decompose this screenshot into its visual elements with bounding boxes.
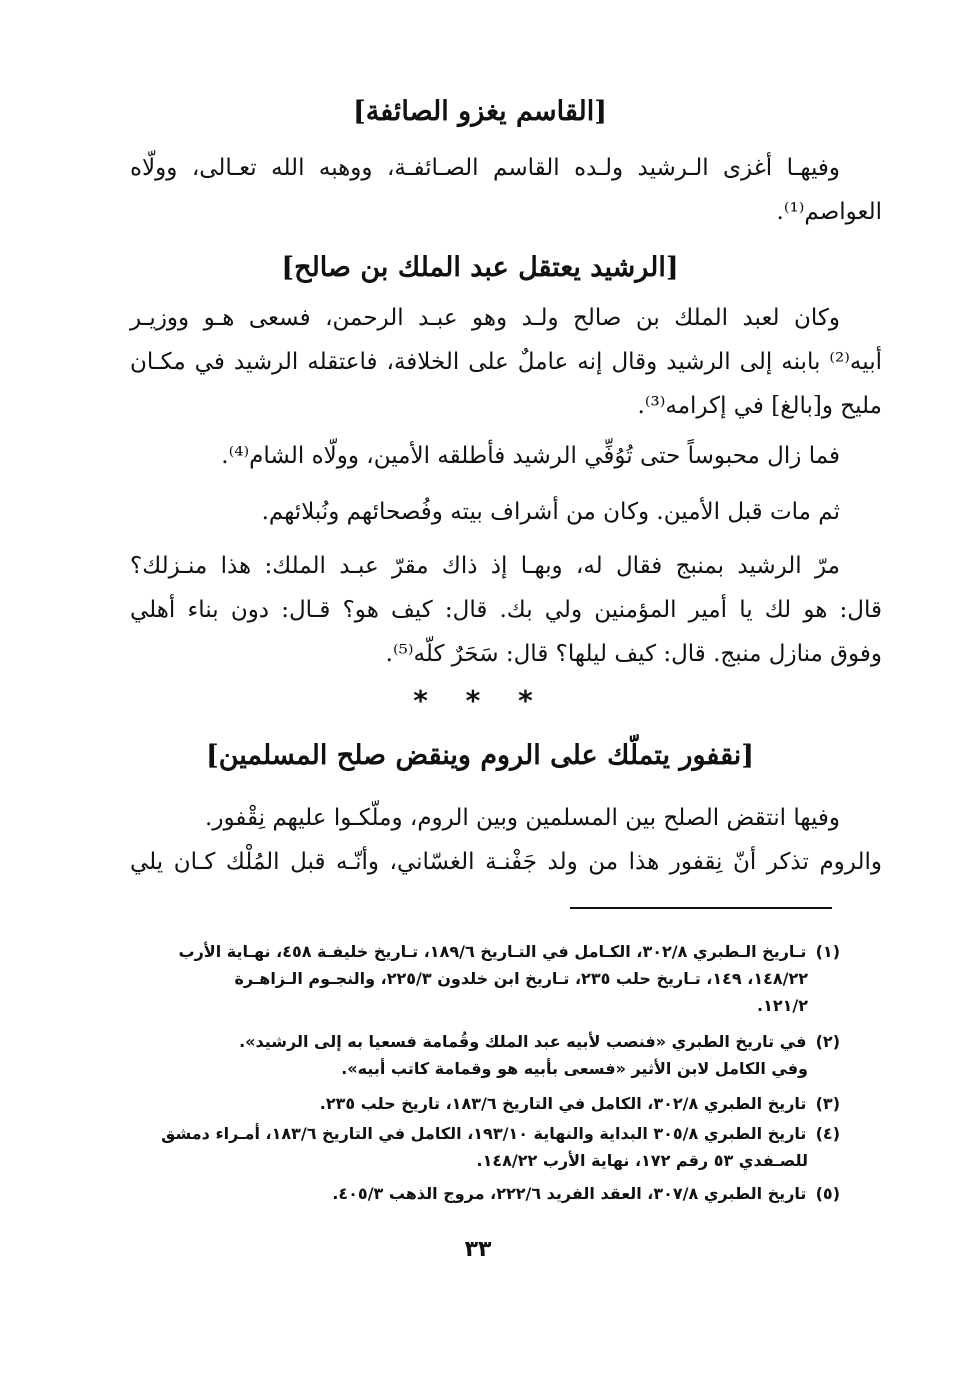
footnote-number: (٤)	[815, 1124, 840, 1143]
text-line: العواصم⁽¹⁾.	[776, 199, 882, 225]
footnote-text: تاريخ الطبري ٣٠٥/٨ البداية والنهاية ١٩٣/١٠، الكامل في التاريخ ١٨٣/٦، أمـراء دمشق	[161, 1124, 807, 1143]
footnote-5	[135, 1180, 840, 1207]
footnote-text: ١٤٨/٢٢، ١٤٩، تـاريخ حلب ٢٣٥، تـاريخ ابن خلدون ٢٢٥/٣، والنجـوم الـزاهـرة	[234, 969, 808, 988]
text-line: وفوق منازل منبج. قال: كيف ليلها؟ قال: سَحَرٌ كلّه⁽⁵⁾.	[385, 641, 882, 667]
footnote-text: ١٢١/٢.	[757, 996, 808, 1015]
text-line: وفيهـا أغزى الـرشيد ولـده القاسم الصـائفـة، ووهبه الله تعـالى، وولّاه	[130, 155, 840, 181]
paragraph-qasim	[130, 146, 882, 234]
text-line: قال: هو لك يا أمير المؤمنين ولي بك. قال: كيف هو؟ قـال: دون بناء أهلي	[130, 597, 882, 623]
footnote-number: (١)	[815, 942, 840, 961]
text-line: مرّ الرشيد بمنبج فقال له، وبهـا إذ ذاك مقرّ عبـد الملك: هذا منـزلك؟	[130, 553, 840, 579]
footnote-number: (٥)	[815, 1184, 840, 1203]
text-line: وكان لعبد الملك بن صالح ولـد وهو عبـد الرحمن، فسعى هـو ووزيـر	[130, 305, 840, 331]
footnote-divider	[570, 907, 832, 909]
page-number: ٣٣	[464, 1237, 492, 1262]
text-line: مليح و[بالغ] في إكرامه⁽³⁾.	[637, 393, 882, 419]
paragraph-manbij-dialogue	[130, 544, 882, 676]
footnote-text: في تاريخ الطبري «فنصب لأبيه عبد الملك وقُمامة فسعيا به إلى الرشيد».	[239, 1032, 807, 1051]
footnote-text: للصـفدي ٥٣ رقم ١٧٢، نهاية الأرب ١٤٨/٢٢.	[476, 1151, 808, 1170]
footnote-text: تاريخ الطبري ٣٠٧/٨، العقد الفريد ٢٢٢/٦، مروج الذهب ٤٠٥/٣.	[332, 1184, 807, 1203]
footnote-text: تاريخ الطبري ٣٠٢/٨، الكامل في التاريخ ١٨٣/٦، تاريخ حلب ٢٣٥.	[319, 1094, 807, 1113]
text-line: والروم تذكر أنّ نِقفور هذا من ولد جَفْنـة الغسّاني، وأنّـه قبل المُلْك كـان يلي	[130, 849, 882, 875]
footnote-text: وفي الكامل لابن الأثير «فسعى بأبيه هو وقمامة كاتب أبيه».	[341, 1059, 808, 1078]
heading-qasim-summer-raid: [القاسم يغزو الصائفة]	[352, 96, 608, 127]
footnote-1	[135, 938, 840, 1019]
footnote-2	[135, 1028, 840, 1082]
footnote-number: (٢)	[815, 1032, 840, 1051]
text-line: أبيه⁽²⁾ بابنه إلى الرشيد وقال إنه عاملٌ على الخلافة، فاعتقله الرشيد في مكـان	[130, 349, 882, 375]
text-line: فما زال محبوساً حتى تُوُفِّي الرشيد فأطلقه الأمين، وولّاه الشام⁽⁴⁾.	[221, 443, 840, 469]
paragraph-imprisonment	[130, 434, 882, 478]
heading-nicephorus: [نقفور يتملّك على الروم وينقض صلح المسلمين]	[205, 740, 755, 771]
footnote-3	[135, 1090, 840, 1117]
heading-rashid-arrests-abd-al-malik: [الرشيد يعتقل عبد الملك بن صالح]	[281, 252, 679, 283]
footnote-text: تـاريخ الـطبري ٣٠٢/٨، الكـامل في التـاريخ ١٨٩/٦، تـاريخ خليفـة ٤٥٨، نهـاية الأرب	[178, 942, 807, 961]
paragraph-abd-al-malik-son	[130, 296, 882, 428]
text-line: وفيها انتقض الصلح بين المسلمين وبين الروم، وملّكـوا عليهم نِقْفور.	[205, 805, 840, 831]
footnote-number: (٣)	[815, 1094, 840, 1113]
footnote-4	[135, 1120, 840, 1174]
paragraph-nicephorus	[130, 796, 882, 884]
paragraph-death	[130, 490, 882, 534]
section-separator: * * *	[413, 684, 547, 717]
text-line: ثم مات قبل الأمين. وكان من أشراف بيته وفُصحائهم ونُبلائهم.	[261, 499, 840, 525]
